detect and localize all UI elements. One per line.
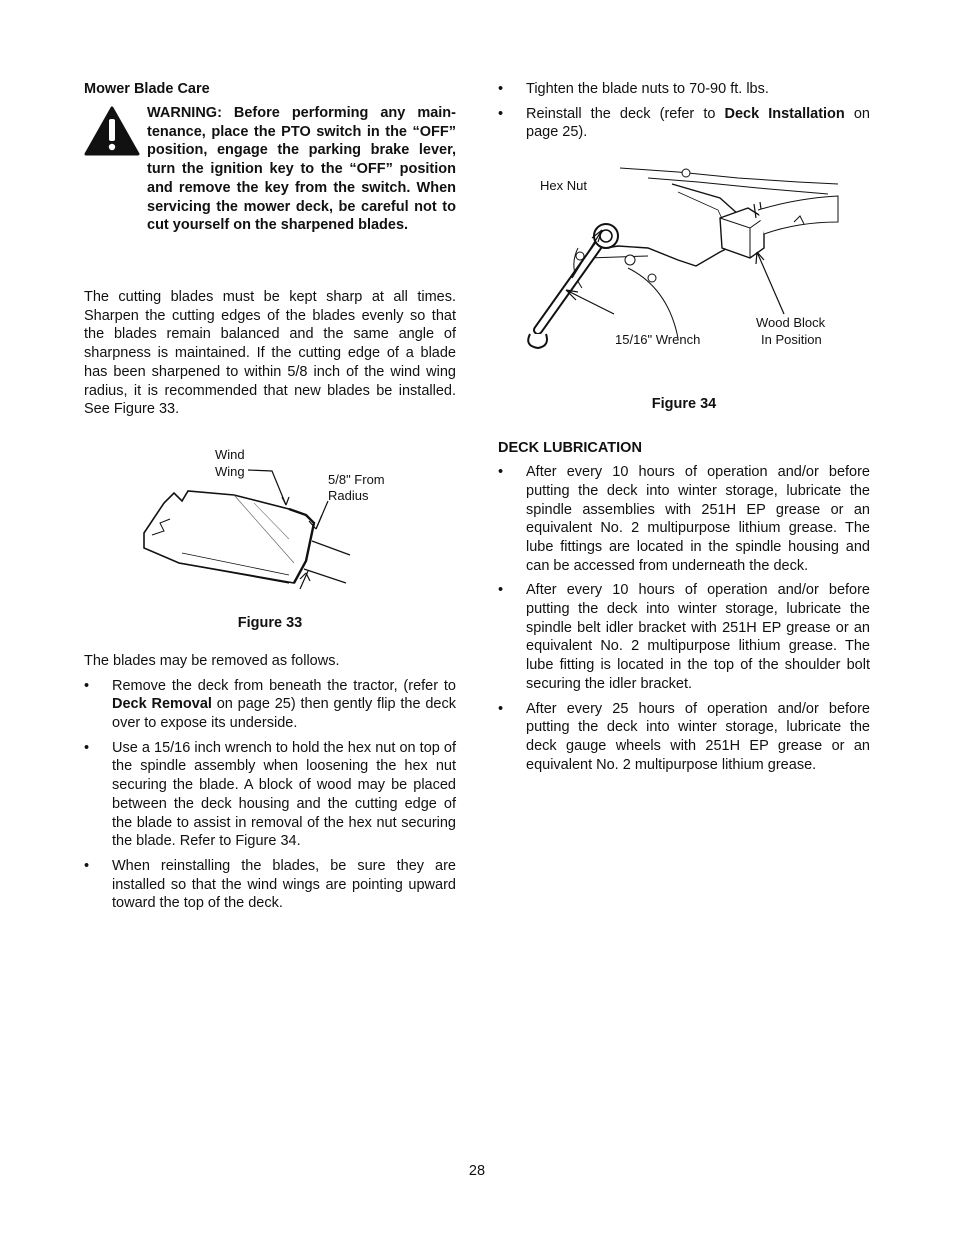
list-item [498, 700, 870, 775]
label-wrench: 15/16" Wrench [615, 332, 701, 348]
list-item [498, 581, 870, 693]
list-item-text: on page 25) then gently flip the deck over to expose its underside. [112, 696, 456, 732]
list-item-text: Remove the deck from beneath the tractor, (refer to [112, 677, 456, 694]
list-item-text: After every 25 hours of operation and/or before putting the deck into winter storage, lubricate the deck gauge wheels with 251H EP grease or an equivalent No. 2 multipurpose lithium grease. [526, 700, 870, 773]
section-heading-deck-lubrication: DECK LUBRICATION [498, 440, 642, 457]
list-item-bold: Deck Removal [112, 696, 212, 713]
list-item-text: After every 10 hours of operation and/or before putting the deck into winter storage, lubricate the spindle belt idler bracket with 251H EP grease or an equivalent No. 2 multipurpose lithium grease. The lube fitting is located in the top of the shoulder bolt securing the idler bracket. [526, 582, 870, 692]
figure-34 [498, 148, 870, 413]
right-column [498, 80, 870, 780]
list-item [84, 857, 456, 913]
bullet-icon: • [498, 464, 504, 481]
list-item-text: on page 25). [526, 105, 870, 141]
reinstall-steps-list [498, 80, 870, 142]
removal-intro: The blades may be removed as follows. [84, 652, 340, 669]
warning-block [84, 104, 456, 254]
warning-triangle-icon [84, 106, 140, 156]
list-item [498, 80, 870, 99]
figure-34-caption: Figure 34 [651, 396, 717, 413]
list-item [498, 463, 870, 575]
warning-text: WARNING: Before performing any main-tenance, place the PTO switch in the “OFF” position, engage the parking brake lever, turn the ignition key to the “OFF” position and remove the key from the switch. When servicing the mower deck, be careful not to cut yourself on the sharpened blades. [147, 105, 456, 234]
bullet-icon: • [84, 857, 90, 874]
bullet-icon: • [498, 105, 504, 122]
label-wood-block-line1: Wood Block [756, 315, 826, 331]
bullet-icon: • [84, 677, 90, 694]
label-hex-nut: Hex Nut [540, 178, 587, 194]
figure-33-caption: Figure 33 [237, 614, 303, 631]
removal-steps-list [84, 677, 456, 913]
list-item-bold: Deck Installation [724, 105, 845, 122]
list-item-text: When reinstalling the blades, be sure they are installed so that the wind wings are pointing upward toward the top of the deck. [112, 857, 456, 912]
label-from-radius-line1: 5/8" From [328, 471, 385, 487]
blade-wind-wing-illustration [84, 443, 456, 633]
list-item-text: Use a 15/16 inch wrench to hold the hex nut on top of the spindle assembly when loosening the hex nut securing the blade. A block of wood may be placed between the deck housing and the cutting edge of the blade to assist in removal of the hex nut securing the blade. Refer to Figure 34. [112, 739, 456, 850]
list-item [84, 739, 456, 851]
lubrication-list [498, 463, 870, 774]
list-item-text: Tighten the blade nuts to 70-90 ft. lbs. [526, 81, 769, 97]
section-heading-blade-care: Mower Blade Care [84, 81, 210, 97]
blade-sharpening-paragraph: The cutting blades must be kept sharp at all times. Sharpen the cutting edges of the blades evenly so that the blades remain balanced and the same angle of sharpness is maintained. If the cutting edge of a blade has been sharpened to within 5/8 inch of the wind wing radius, it is recommended that new blades be installed. See Figure 33. [84, 289, 456, 418]
figure-33 [84, 443, 456, 633]
label-from-radius-line2: Radius [328, 487, 369, 503]
label-wind-wing-line2: Wing [215, 463, 245, 479]
page-number: 28 [468, 1163, 486, 1179]
bullet-icon: • [498, 700, 504, 717]
list-item [498, 105, 870, 142]
bullet-icon: • [498, 582, 504, 599]
bullet-icon: • [498, 81, 504, 97]
list-item-text: Reinstall the deck (refer to [526, 105, 725, 122]
list-item-text: After every 10 hours of operation and/or before putting the deck into winter storage, lubricate the spindle assemblies with 251H EP grease or an equivalent No. 2 multipurpose lithium grease. The lube fittings are located in the spindle housing and can be accessed from underneath the deck. [526, 464, 870, 574]
list-item [84, 677, 456, 733]
label-wood-block-line2: In Position [761, 332, 822, 348]
bullet-icon: • [84, 739, 90, 756]
left-column [84, 80, 456, 919]
label-wind-wing-line1: Wind [215, 446, 245, 462]
